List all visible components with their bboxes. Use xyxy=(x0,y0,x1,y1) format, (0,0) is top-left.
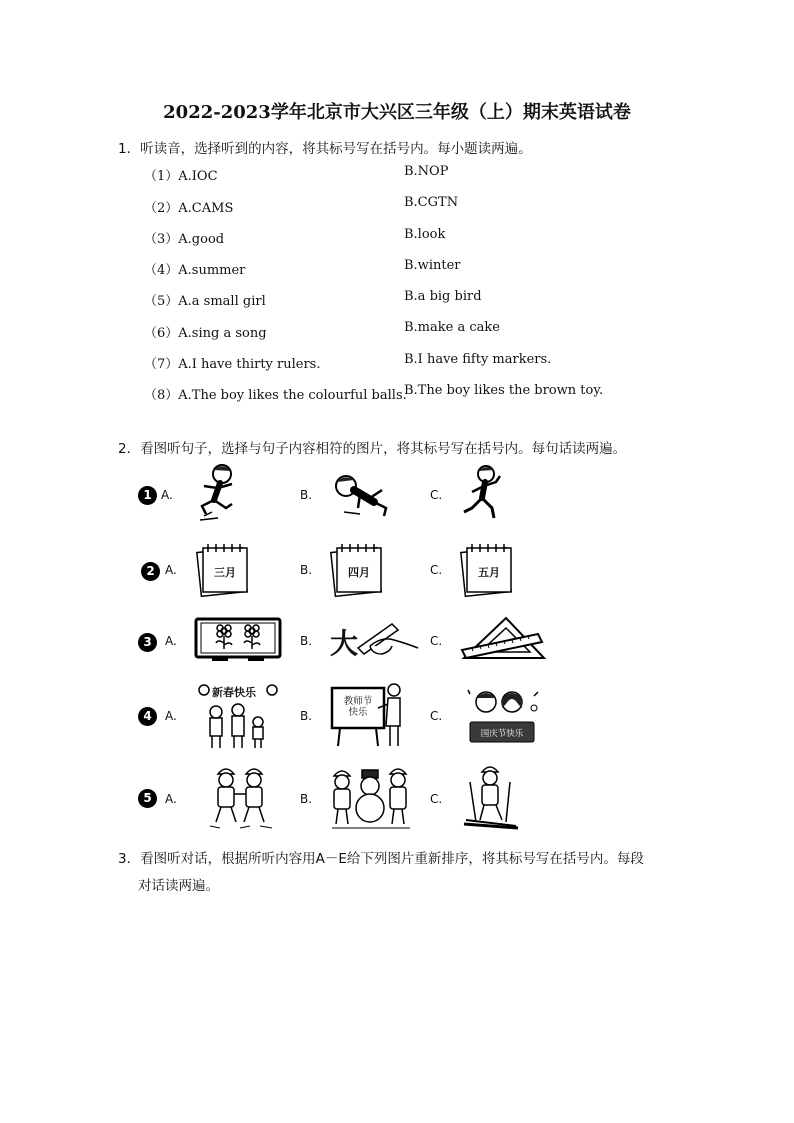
q1-item-5-option-b: B.a big bird xyxy=(404,289,482,304)
calendar-april-picture xyxy=(330,542,384,598)
row-2-label-a: A. xyxy=(165,563,177,577)
q1-item-2-option-a: （2）A.CAMS xyxy=(144,201,234,216)
row-3-number-badge: 3 xyxy=(138,633,157,652)
q1-item-7-option-b: B.I have fifty markers. xyxy=(404,352,552,367)
q1-item-4-option-b: B.winter xyxy=(404,258,461,273)
q1-item-8-option-b: B.The boy likes the brown toy. xyxy=(404,383,604,398)
new-year-text: 新春快乐 xyxy=(212,686,256,699)
question-1-instruction: 1．听读音，选择听到的内容，将其标号写在括号内。每小题读两遍。 xyxy=(118,141,532,157)
blackboard-flowers-picture xyxy=(194,617,282,663)
q1-item-4-option-a: （4）A.summer xyxy=(144,263,246,278)
row-1-label-a: A. xyxy=(161,488,173,502)
row-1-label-c: C. xyxy=(430,488,443,502)
q1-item-3-option-a: （3）A.good xyxy=(144,232,225,247)
hand-writing-picture xyxy=(330,618,420,664)
ruler-set-square-picture xyxy=(460,614,546,662)
row-2-label-c: C. xyxy=(430,563,443,577)
question-2-instruction: 2．看图听句子，选择与句子内容相符的图片，将其标号写在括号内。每句话读两遍。 xyxy=(118,441,627,457)
teachers-day-text-line2: 快乐 xyxy=(348,707,368,718)
boy-jumping-picture xyxy=(192,462,242,524)
calendar-march-picture xyxy=(196,542,250,598)
row-4-label-a: A. xyxy=(165,709,177,723)
new-year-family-picture xyxy=(196,682,280,752)
row-1-number-badge: 1 xyxy=(138,486,157,505)
q1-item-1-option-b: B.NOP xyxy=(404,164,449,179)
row-4-label-b: B. xyxy=(300,709,313,723)
q1-item-6-option-a: （6）A.sing a song xyxy=(144,326,267,341)
boy-lying-picture xyxy=(330,468,390,520)
calendar-may-picture xyxy=(460,542,514,598)
writing-character: 大 xyxy=(330,627,359,660)
row-3-label-c: C. xyxy=(430,634,443,648)
calendar-may-label: 五月 xyxy=(478,566,500,579)
page-title: 2022-2023学年北京市大兴区三年级（上）期末英语试卷 xyxy=(163,102,631,123)
row-4-label-c: C. xyxy=(430,709,443,723)
row-3-label-a: A. xyxy=(165,634,177,648)
row-2-number-badge: 2 xyxy=(141,562,160,581)
row-5-label-b: B. xyxy=(300,792,313,806)
national-day-text: 国庆节快乐 xyxy=(480,729,524,739)
q1-item-7-option-a: （7）A.I have thirty rulers. xyxy=(144,357,321,372)
teachers-day-picture xyxy=(330,682,406,748)
q1-item-2-option-b: B.CGTN xyxy=(404,195,459,210)
calendar-april-label: 四月 xyxy=(348,566,370,579)
row-3-label-b: B. xyxy=(300,634,313,648)
q1-item-6-option-b: B.make a cake xyxy=(404,320,500,335)
row-4-number-badge: 4 xyxy=(138,707,157,726)
calendar-march-label: 三月 xyxy=(214,566,236,579)
row-5-label-a: A. xyxy=(165,792,177,806)
row-1-label-b: B. xyxy=(300,488,313,502)
question-3-instruction-line1: 3．看图听对话，根据所听内容用A－E给下列图片重新排序，将其标号写在括号内。每段 xyxy=(118,851,644,867)
children-skating-picture xyxy=(206,764,278,832)
teachers-day-text-line1: 教师节 xyxy=(343,696,373,707)
row-2-label-b: B. xyxy=(300,563,313,577)
row-5-number-badge: 5 xyxy=(138,789,157,808)
question-3-instruction-line2: 对话读两遍。 xyxy=(138,878,219,894)
children-snowman-picture xyxy=(330,762,412,832)
q1-item-5-option-a: （5）A.a small girl xyxy=(144,294,266,309)
q1-item-8-option-a: （8）A.The boy likes the colourful balls. xyxy=(144,388,407,403)
row-5-label-c: C. xyxy=(430,792,443,806)
q1-item-1-option-a: （1）A.IOC xyxy=(144,169,218,184)
national-day-picture xyxy=(462,684,546,748)
child-skiing-picture xyxy=(462,762,520,834)
boy-running-picture xyxy=(460,464,508,522)
q1-item-3-option-b: B.look xyxy=(404,227,446,242)
